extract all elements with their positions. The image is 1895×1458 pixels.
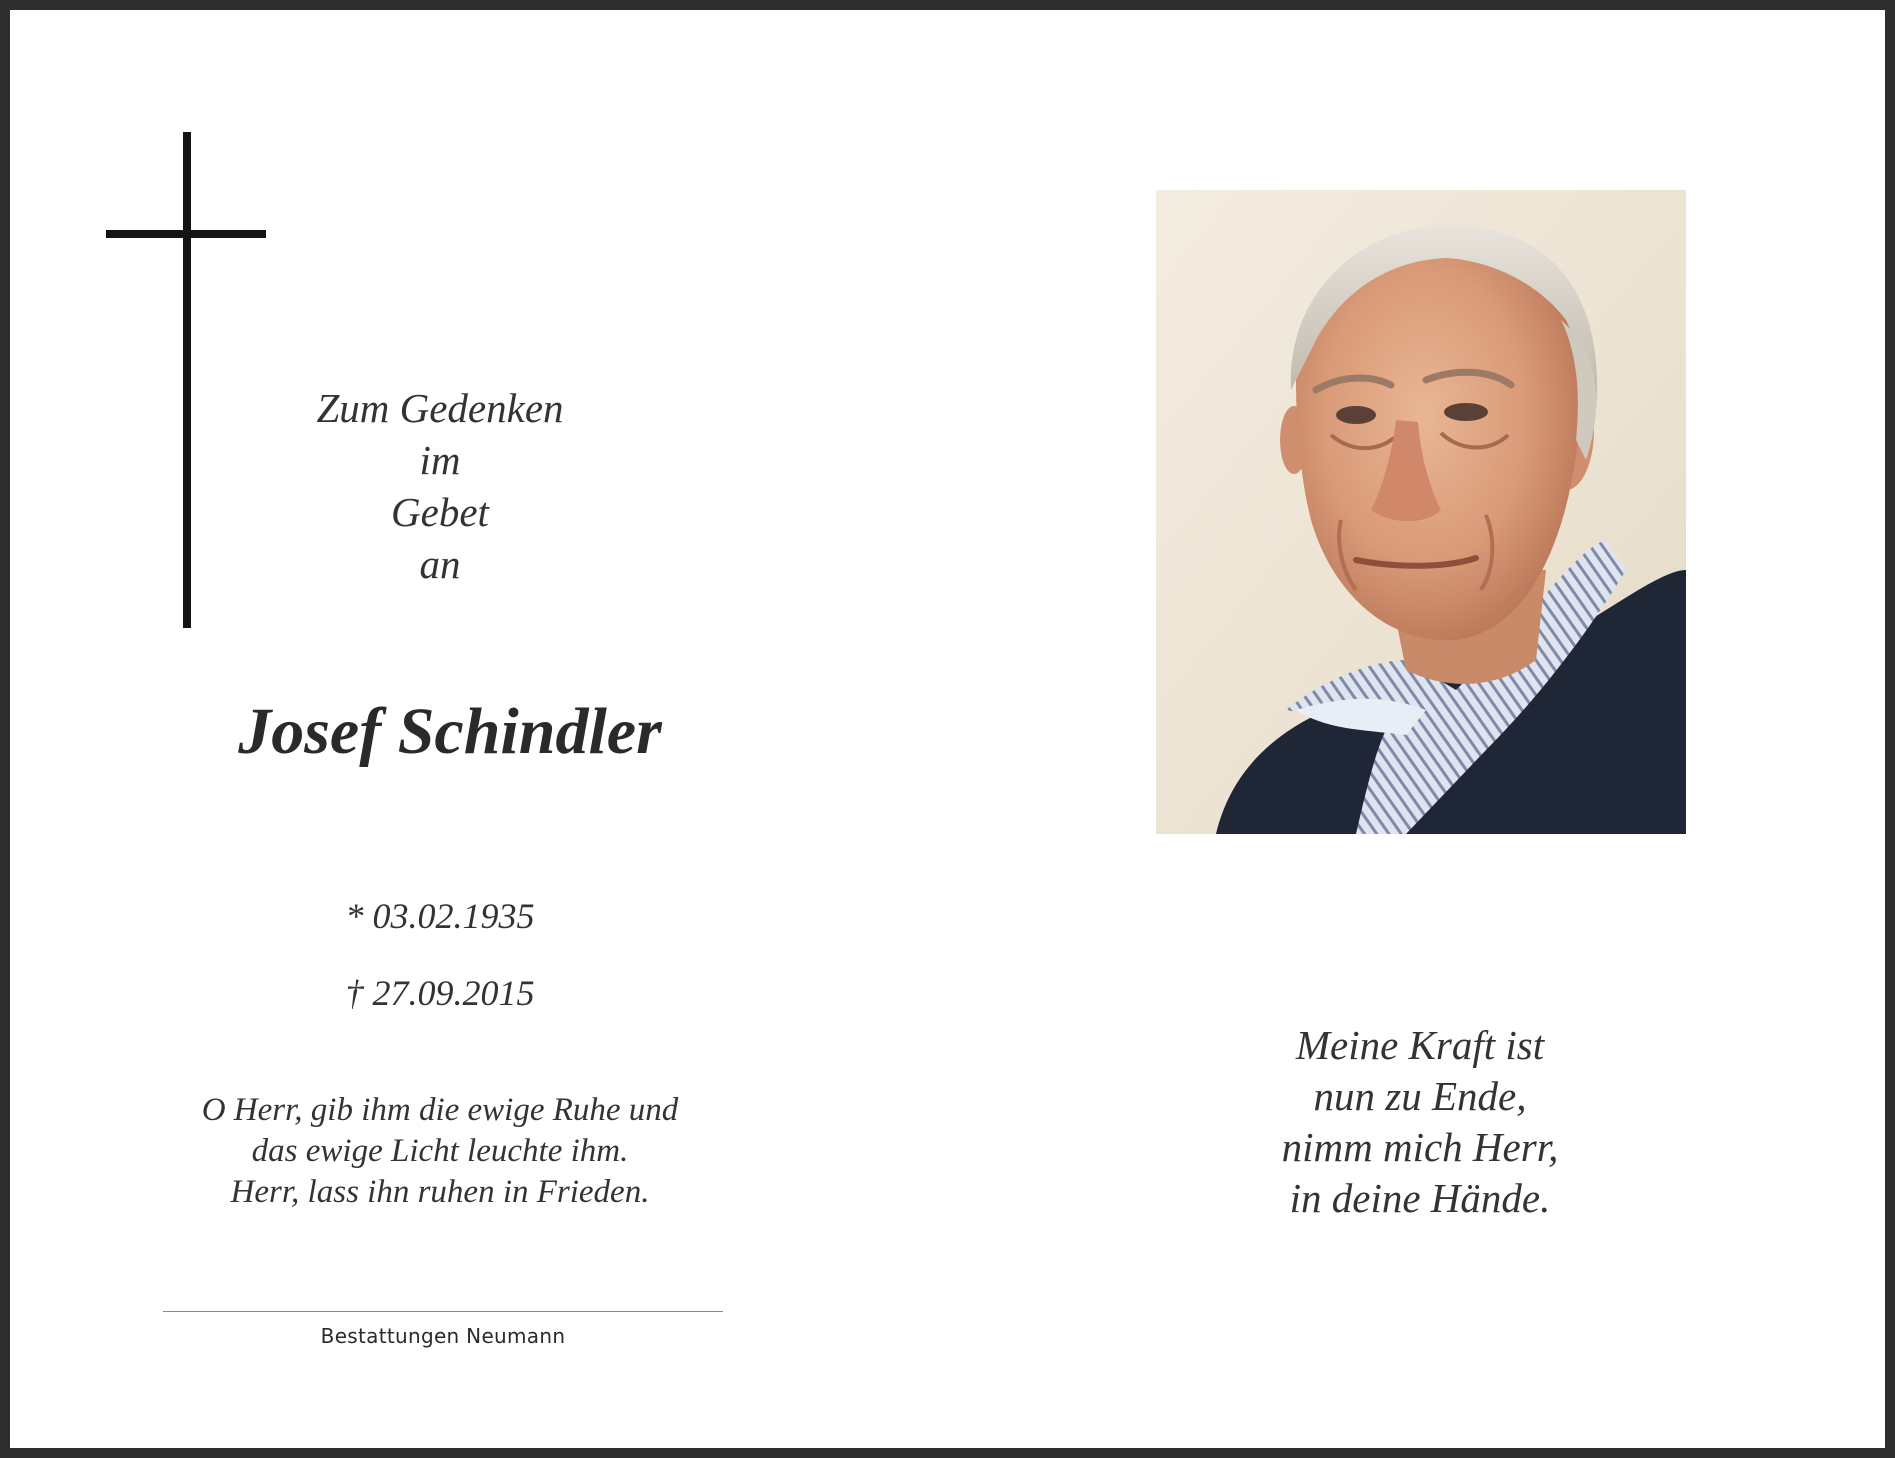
verse-line: in deine Hände. [1289, 1175, 1551, 1221]
verse-line: nimm mich Herr, [1281, 1124, 1559, 1170]
verse-line: Meine Kraft ist [1295, 1022, 1545, 1068]
intro-line: im [419, 437, 461, 483]
divider-line [163, 1311, 723, 1312]
intro-line: Zum Gedenken [316, 385, 564, 431]
death-date: † 27.09.2015 [345, 973, 535, 1013]
deceased-name: Josef Schindler [238, 695, 662, 768]
cross-vertical-bar [183, 132, 191, 628]
verse-text [1220, 1020, 1620, 1224]
prayer-line: O Herr, gib ihm die ewige Ruhe und [201, 1092, 679, 1128]
prayer-line: das ewige Licht leuchte ihm. [251, 1133, 629, 1169]
funeral-home-label: Bestattungen Neumann [320, 1324, 566, 1348]
cross-horizontal-bar [106, 230, 266, 238]
prayer-text [130, 1090, 750, 1213]
birth-date: * 03.02.1935 [345, 896, 535, 936]
prayer-line: Herr, lass ihn ruhen in Frieden. [230, 1174, 650, 1210]
intro-line: an [419, 541, 461, 587]
intro-line: Gebet [391, 489, 489, 535]
verse-line: nun zu Ende, [1313, 1073, 1527, 1119]
intro-text [240, 382, 640, 590]
portrait-photo [1156, 190, 1686, 834]
